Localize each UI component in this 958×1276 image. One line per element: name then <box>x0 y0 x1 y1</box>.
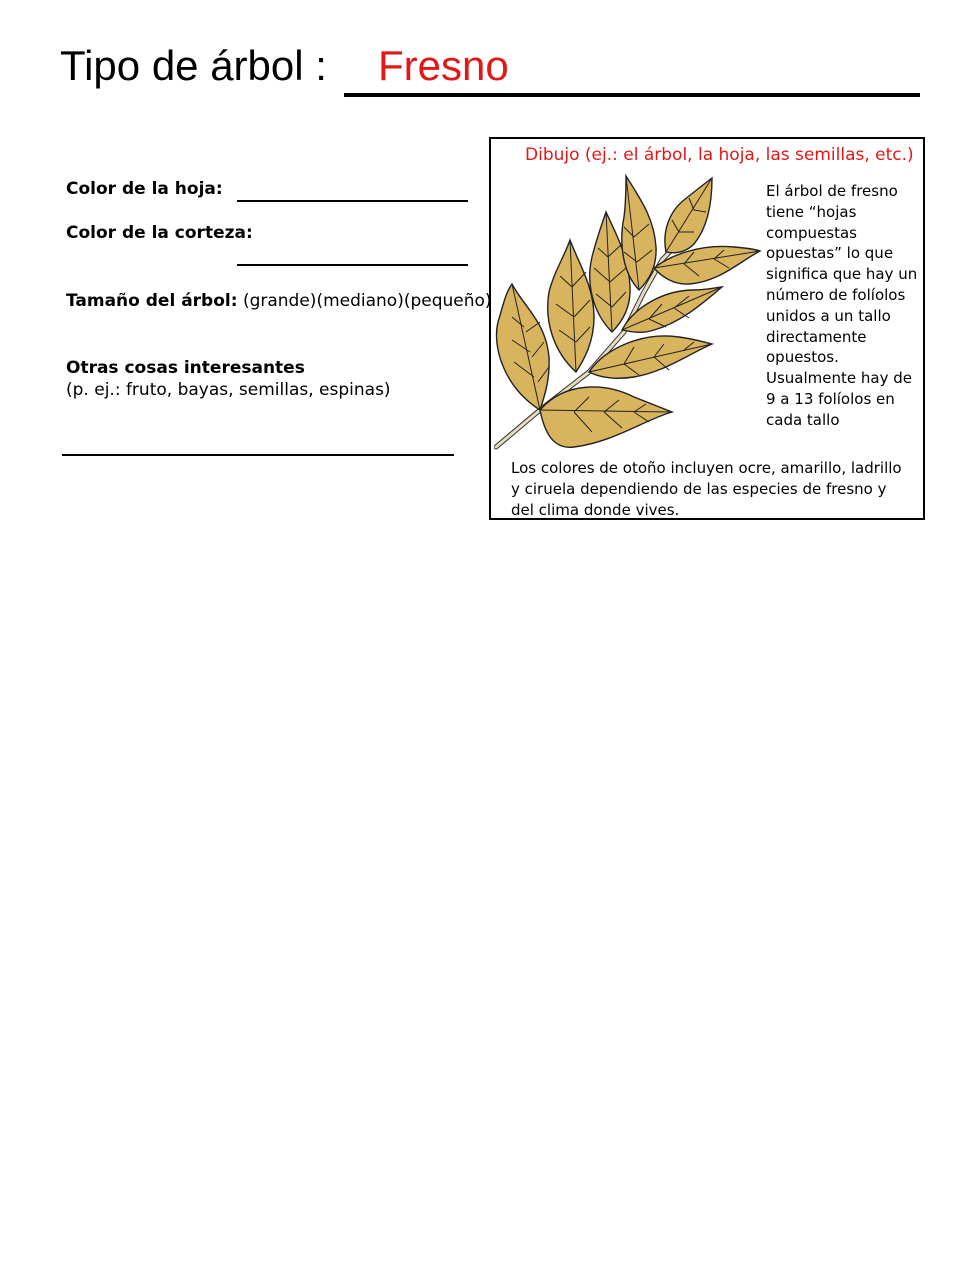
ash-leaf-illustration <box>494 172 764 450</box>
leaf-color-answer-line <box>237 200 468 202</box>
other-interesting-examples: (p. ej.: fruto, bayas, semillas, espinas) <box>66 380 391 400</box>
compound-leaf-description: El árbol de fresno tiene “hojas compuestas opuestas” lo que significa que hay un número de folíolos unidos a un tallo directamente opuestos. Usualmente hay de 9 a 13 folíolos en cada tallo <box>766 182 918 429</box>
tree-size-label: Tamaño del árbol: <box>66 291 238 311</box>
drawing-heading: Dibujo (ej.: el árbol, la hoja, las semillas, etc.) <box>525 145 914 165</box>
page-title-label: Tipo de árbol : <box>60 42 327 89</box>
autumn-colors-description: Los colores de otoño incluyen ocre, amarillo, ladrillo y ciruela dependiendo de las especies de fresno y del clima donde vives. <box>511 459 902 519</box>
bark-color-answer-line <box>237 264 468 266</box>
tree-size-row <box>66 291 492 311</box>
bark-color-label: Color de la corteza: <box>66 223 253 243</box>
leaf-color-label: Color de la hoja: <box>66 179 223 199</box>
other-interesting-answer-line <box>62 454 454 456</box>
other-interesting-label: Otras cosas interesantes <box>66 358 305 378</box>
tree-size-options: (grande)(mediano)(pequeño) <box>242 291 492 311</box>
tree-type-value: Fresno <box>378 42 509 89</box>
leaflet-2 <box>540 387 672 447</box>
tree-type-underline <box>344 93 920 97</box>
